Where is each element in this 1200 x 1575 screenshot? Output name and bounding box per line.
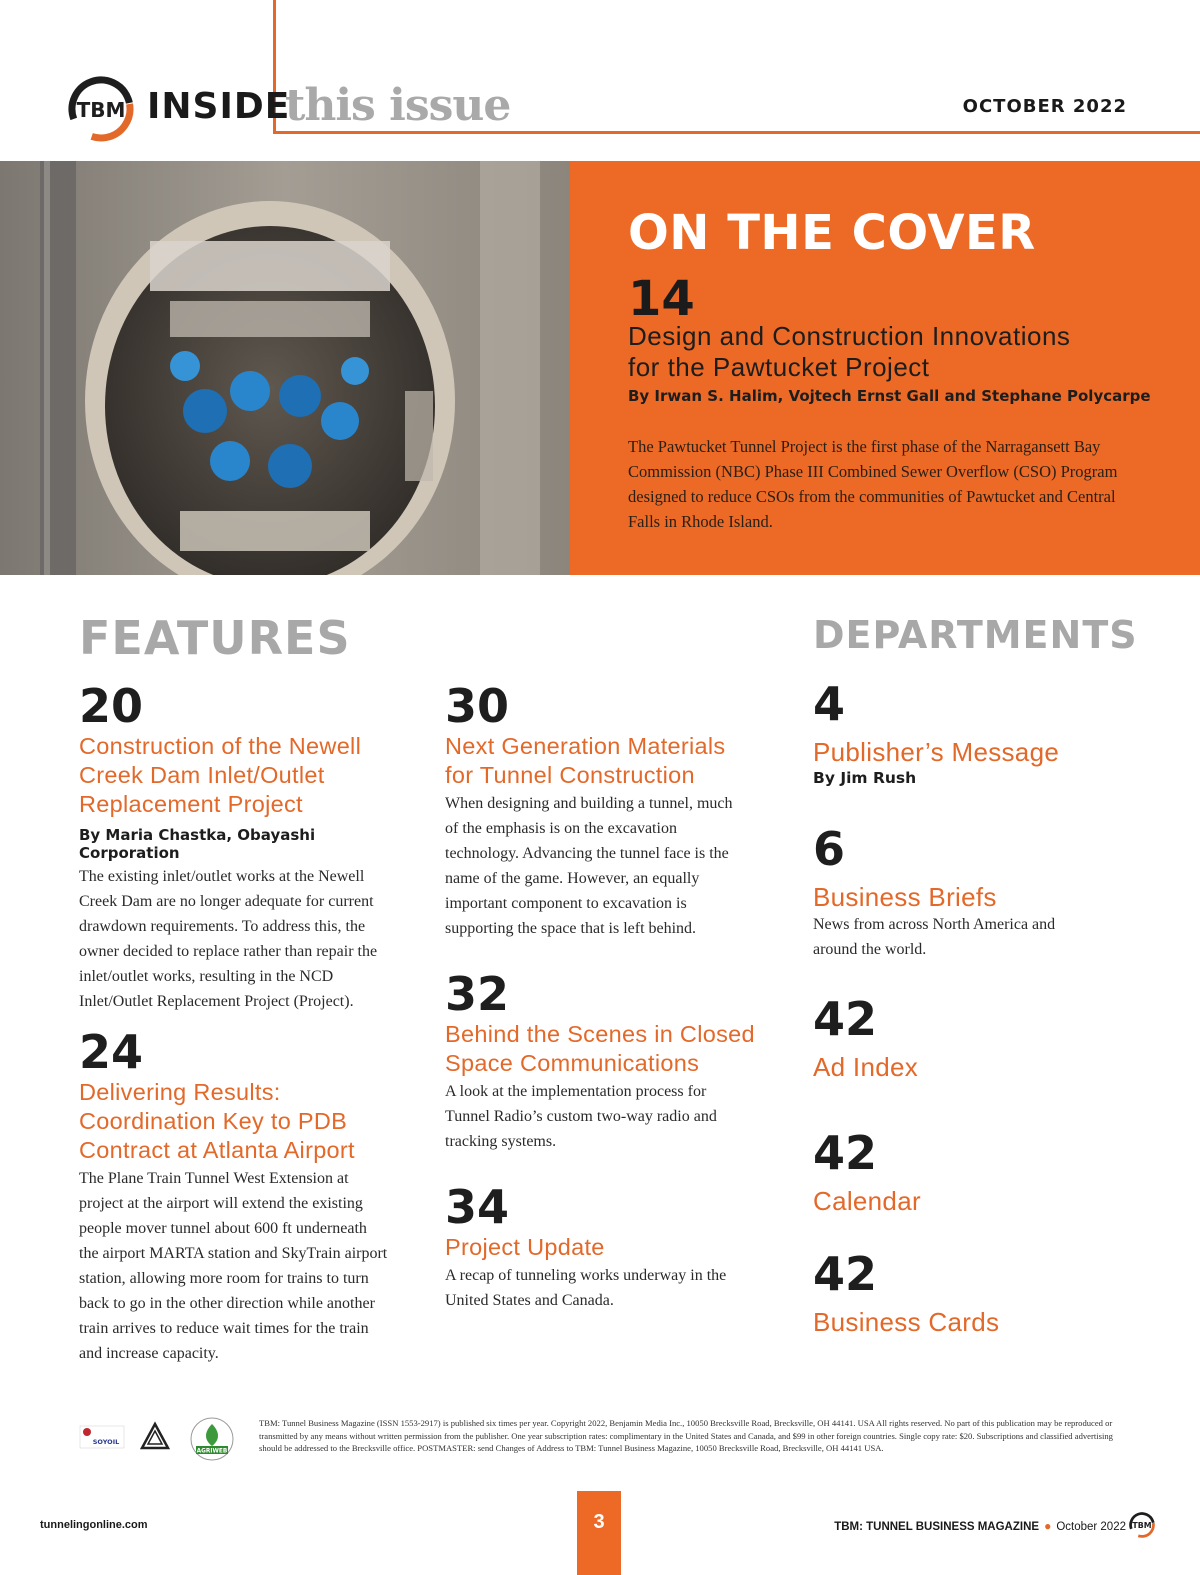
feature-title: Next Generation Materials for Tunnel Construction	[445, 733, 726, 788]
department-title: Business Cards	[813, 1307, 1000, 1337]
department-page-number: 4	[813, 677, 846, 731]
footer-issue: October 2022	[1056, 1521, 1126, 1533]
recycle-icon	[142, 1424, 168, 1448]
department-page-number: 42	[813, 992, 878, 1046]
tbm-small-logo-text: TBM	[1132, 1521, 1152, 1531]
feature-page-number: 34	[445, 1180, 510, 1234]
cover-page-number: 14	[628, 271, 695, 327]
tbm-logo	[68, 76, 134, 142]
feature-page-number: 24	[79, 1025, 144, 1079]
feature-item-32[interactable]	[445, 967, 755, 1154]
feature-item-34[interactable]	[445, 1180, 755, 1313]
tbm-logo-text: TBM	[76, 98, 126, 122]
departments-heading: DEPARTMENTS	[813, 613, 1138, 657]
department-page-number: 42	[813, 1126, 878, 1180]
feature-page-number: 20	[79, 679, 144, 733]
cover-title-line-1: Design and Construction Innovations	[628, 321, 1071, 351]
feature-title: Delivering Results: Coordination Key to PDB Contract at Atlanta Airport	[79, 1079, 355, 1163]
department-title: Publisher’s Message	[813, 737, 1060, 767]
cover-photo-illustration	[0, 161, 570, 575]
feature-description: A recap of tunneling works underway in the United States and Canada.	[445, 1267, 727, 1309]
certification-logos	[78, 1414, 248, 1464]
department-page-number: 42	[813, 1247, 878, 1301]
department-item-business-cards[interactable]	[813, 1247, 1143, 1337]
page-number: 3	[593, 1511, 605, 1533]
feature-title: Construction of the Newell Creek Dam Inlet/Outlet Replacement Project	[79, 733, 362, 817]
this-issue-label: this issue	[285, 80, 511, 131]
footer-magazine	[834, 1519, 1126, 1533]
soyoil-logo-text: SOYOIL	[92, 1438, 120, 1446]
feature-item-30[interactable]	[445, 679, 755, 941]
department-item-calendar[interactable]	[813, 1126, 1143, 1216]
cover-title-line-2: for the Pawtucket Project	[628, 352, 930, 382]
bullet-icon: ●	[1044, 1519, 1052, 1533]
agriweb-logo	[191, 1418, 233, 1460]
department-description: News from across North America and around the world.	[813, 916, 1056, 958]
soyoil-logo	[80, 1426, 124, 1448]
inside-label: INSIDE	[147, 86, 291, 127]
feature-description: When designing and building a tunnel, much of the emphasis is on the excavation technology. Advancing the tunnel face is the name of the game. However, an equally important component to excavation is supporting the space that is left behind.	[445, 795, 733, 937]
feature-item-20[interactable]	[79, 679, 389, 1014]
feature-byline: By Maria Chastka, Obayashi Corporation	[79, 826, 316, 862]
legal-notice: TBM: Tunnel Business Magazine (ISSN 1553-2917) is published six times per year. Copyright 2022, Benjamin Media Inc., 10050 Brecksville Road, Brecksville, OH 44141. USA All rights reserved. No part of this publication may be reproduced or transmitted by any means without written permission from the publisher. One year subscription rates: complimentary in the United States and Canada, and $99 in other foreign countries. Single copy rate: $20. Subscriptions and classified advertising should be addressed to the Brecksville office. POSTMASTER: send Changes of Address to TBM: Tunnel Business Magazine, 10050 Brecksville Road, Brecksville, OH 44141 USA.	[259, 1418, 1113, 1453]
department-title: Calendar	[813, 1186, 921, 1216]
feature-description: The Plane Train Tunnel West Extension at project at the airport will extend the existing people mover tunnel about 600 ft underneath the airport MARTA station and SkyTrain airport station, allowing more room for trains to turn back to go in the other direction while another train arrives to reduce wait times for the train and increase capacity.	[79, 1170, 388, 1362]
cover-heading: ON THE COVER	[628, 205, 1036, 261]
agriweb-logo-text: AGRIWEB	[196, 1448, 228, 1455]
cover-panel	[570, 161, 1200, 575]
feature-title: Behind the Scenes in Closed Space Communications	[445, 1021, 755, 1076]
feature-title: Project Update	[445, 1234, 605, 1260]
footer-magazine-name: TBM: TUNNEL BUSINESS MAGAZINE	[834, 1521, 1040, 1533]
website-link[interactable]: tunnelingonline.com	[40, 1519, 148, 1531]
page-number-box	[577, 1491, 621, 1575]
department-item-business-briefs[interactable]	[813, 822, 1143, 962]
feature-page-number: 32	[445, 967, 510, 1021]
header-rule-horizontal	[273, 131, 1200, 134]
issue-date: OCTOBER 2022	[962, 96, 1127, 117]
cover-story-title[interactable]	[628, 321, 1148, 383]
department-item-ad-index[interactable]	[813, 992, 1143, 1082]
feature-page-number: 30	[445, 679, 510, 733]
department-page-number: 6	[813, 822, 846, 876]
features-heading: FEATURES	[79, 611, 351, 665]
tbm-small-logo	[1129, 1512, 1155, 1538]
cover-description: The Pawtucket Tunnel Project is the first phase of the Narragansett Bay Commission (NBC) Phase III Combined Sewer Overflow (CSO) Program designed to reduce CSOs from the communities of Pawtucket and Central Falls in Rhode Island.	[628, 437, 1118, 531]
department-title: Business Briefs	[813, 882, 997, 912]
feature-item-24[interactable]	[79, 1025, 389, 1366]
department-item-publishers-message[interactable]	[813, 677, 1143, 787]
department-byline: By Jim Rush	[813, 769, 917, 787]
cover-photo	[0, 161, 570, 575]
feature-description: The existing inlet/outlet works at the Newell Creek Dam are no longer adequate for current drawdown requirements. To address this, the owner decided to replace rather than repair the inlet/outlet works, resulting in the NCD Inlet/Outlet Replacement Project (Project).	[79, 868, 378, 1010]
department-title: Ad Index	[813, 1052, 919, 1082]
feature-description: A look at the implementation process for Tunnel Radio’s custom two-way radio and tracking systems.	[445, 1083, 717, 1150]
cover-byline: By Irwan S. Halim, Vojtech Ernst Gall and Stephane Polycarpe	[628, 387, 1151, 405]
